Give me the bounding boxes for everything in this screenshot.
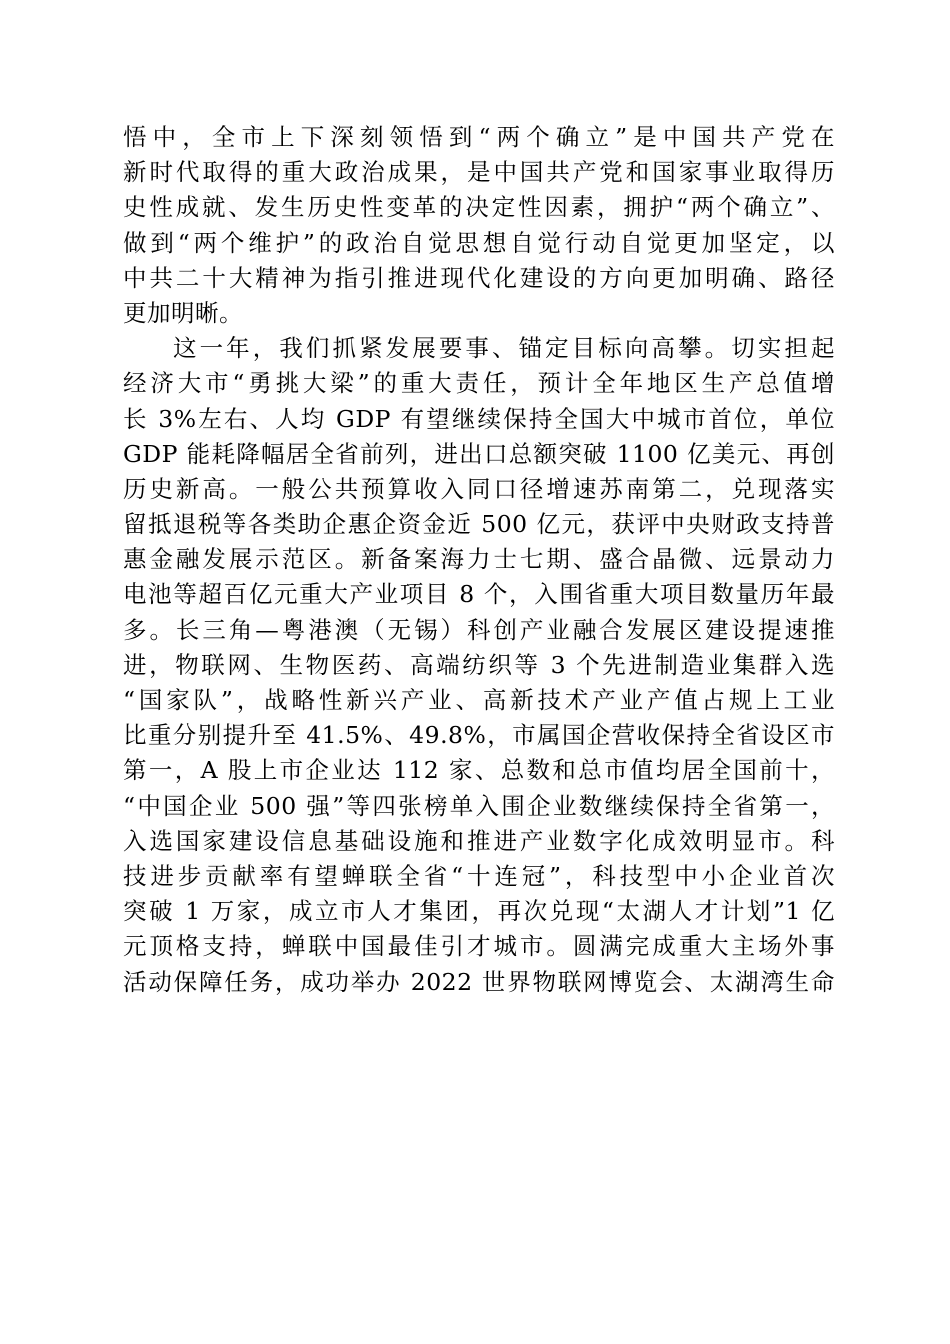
document-body: [123, 120, 835, 1000]
text-line: 史性成就、发生历史性变革的决定性因素，拥护“两个确立”、: [123, 193, 835, 222]
text-line: 活动保障任务，成功举办 2022 世界物联网博览会、太湖湾生命: [123, 967, 835, 996]
text-line: “国家队”，战略性新兴产业、高新技术产业产值占规上工业: [123, 686, 835, 714]
text-line: 技进步贡献率有望蝉联全省“十连冠”，科技型中小企业首次: [123, 861, 835, 890]
text-line: 惠金融发展示范区。新备案海力士七期、盛合晶微、远景动力: [123, 545, 835, 574]
text-line: 比重分别提升至 41.5%、49.8%，市属国企营收保持全省设区市: [123, 721, 835, 750]
text-line: 历史新高。一般公共预算收入同口径增速苏南第二，兑现落实: [123, 474, 835, 503]
text-line: 进，物联网、生物医药、高端纺织等 3 个先进制造业集群入选: [123, 650, 835, 679]
text-line: 电池等超百亿元重大产业项目 8 个，入围省重大项目数量历年最: [123, 580, 835, 609]
text-line: 这一年，我们抓紧发展要事、锚定目标向高攀。切实担起: [173, 334, 835, 363]
text-line: 多。长三角—粤港澳（无锡）科创产业融合发展区建设提速推: [123, 615, 835, 644]
text-line: 入选国家建设信息基础设施和推进产业数字化成效明显市。科: [123, 826, 835, 855]
paragraph-1: [123, 120, 835, 331]
text-line: GDP 能耗降幅居全省前列，进出口总额突破 1100 亿美元、再创: [123, 439, 835, 468]
text-line: 新时代取得的重大政治成果，是中国共产党和国家事业取得历: [123, 158, 835, 187]
text-line: 突破 1 万家，成立市人才集团，再次兑现“太湖人才计划”1 亿: [123, 897, 835, 926]
text-line: 元顶格支持，蝉联中国最佳引才城市。圆满完成重大主场外事: [123, 932, 835, 961]
text-line: 第一，A 股上市企业达 112 家、总数和总市值均居全国前十，: [123, 756, 835, 785]
text-line: 更加明晰。: [123, 298, 243, 327]
text-line: 中共二十大精神为指引推进现代化建设的方向更加明确、路径: [123, 263, 835, 292]
text-line: 做到“两个维护”的政治自觉思想自觉行动自觉更加坚定，以: [123, 228, 835, 257]
text-line: 留抵退税等各类助企惠企资金近 500 亿元，获评中央财政支持普: [123, 510, 835, 539]
text-line: 长 3%左右、人均 GDP 有望继续保持全国大中城市首位，单位: [123, 404, 835, 433]
text-line: 悟中，全市上下深刻领悟到“两个确立”是中国共产党在: [123, 123, 835, 151]
text-line: 经济大市“勇挑大梁”的重大责任，预计全年地区生产总值增: [123, 369, 835, 398]
paragraph-2: [123, 331, 835, 1000]
text-line: “中国企业 500 强”等四张榜单入围企业数继续保持全省第一，: [123, 791, 835, 820]
